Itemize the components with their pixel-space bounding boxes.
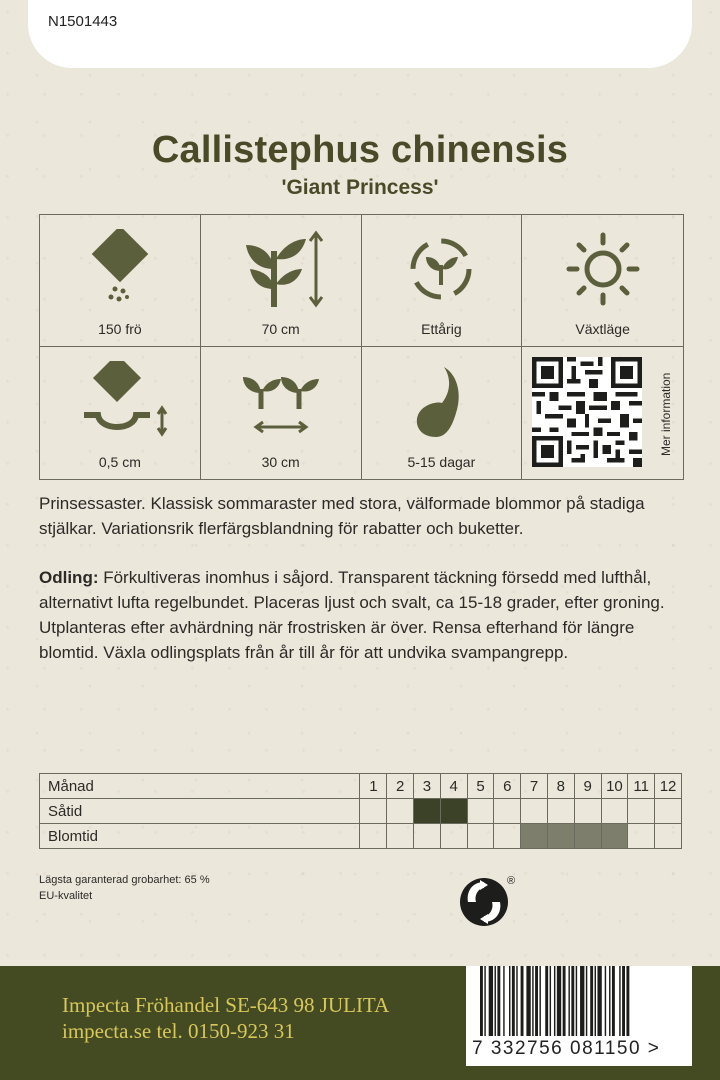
sowing-month-cell bbox=[414, 799, 441, 824]
company-name-line: Impecta Fröhandel SE-643 98 JULITA bbox=[62, 993, 390, 1017]
sowing-month-cell bbox=[547, 799, 574, 824]
annual-label: Ettårig bbox=[421, 321, 462, 337]
month-cell: 3 bbox=[414, 774, 441, 799]
sowing-depth-icon bbox=[70, 361, 170, 441]
green-dot-recycling-icon bbox=[458, 872, 520, 928]
bloom-month-cell bbox=[360, 824, 387, 849]
sowing-month-cell bbox=[574, 799, 601, 824]
sowing-month-cell bbox=[440, 799, 467, 824]
plant-height-icon bbox=[236, 229, 326, 309]
calendar-row-sowing bbox=[40, 799, 682, 824]
bloom-month-cell bbox=[547, 824, 574, 849]
cultivation-body: Förkultiveras inomhus i såjord. Transparent täckning försedd med lufthål, alternativt lufta regelbundet. Placeras ljust och svalt, ca 15-18 grader, efter groning. Utplanteras efter avhärdning när frostrisken är över. Rensa efterhand för längre blomtid. Växla odlingsplats från år till år för att undvika svampangrepp. bbox=[39, 568, 665, 662]
info-cell-depth bbox=[40, 347, 201, 479]
info-cell-height bbox=[201, 215, 362, 347]
company-contact-line: impecta.se tel. 0150-923 31 bbox=[62, 1019, 295, 1043]
barcode-number: 7 332756 081150 > bbox=[472, 1038, 661, 1059]
barcode bbox=[466, 966, 692, 1066]
info-cell-seeds bbox=[40, 215, 201, 347]
sowing-calendar bbox=[39, 773, 682, 849]
product-title: Callistephus chinensis bbox=[151, 129, 569, 171]
barcode-bars-icon bbox=[480, 966, 660, 1036]
spacing-label: 30 cm bbox=[261, 454, 300, 470]
annual-cycle-icon bbox=[396, 229, 486, 309]
bloom-row-label: Blomtid bbox=[40, 824, 360, 849]
bloom-month-cell bbox=[628, 824, 655, 849]
header-tab bbox=[28, 0, 692, 68]
bloom-month-cell bbox=[467, 824, 494, 849]
month-cell: 4 bbox=[440, 774, 467, 799]
info-cell-germination bbox=[362, 347, 523, 479]
info-cell-sun bbox=[522, 215, 683, 347]
sowing-month-cell bbox=[655, 799, 682, 824]
month-cell: 8 bbox=[547, 774, 574, 799]
month-cell: 6 bbox=[494, 774, 521, 799]
sowing-month-cell bbox=[494, 799, 521, 824]
sowing-month-cell bbox=[601, 799, 628, 824]
germination-guarantee: Lägsta garanterad grobarhet: 65 % bbox=[39, 874, 210, 886]
more-info-label: Mer information bbox=[659, 372, 673, 456]
depth-label: 0,5 cm bbox=[98, 454, 141, 470]
month-cell: 7 bbox=[521, 774, 548, 799]
seed-count-label: 150 frö bbox=[98, 321, 142, 337]
info-cell-spacing bbox=[201, 347, 362, 479]
green-dot-logo bbox=[458, 872, 520, 933]
cultivation-text bbox=[39, 565, 689, 665]
product-variety: 'Giant Princess' bbox=[281, 176, 439, 199]
month-cell: 12 bbox=[655, 774, 682, 799]
bloom-month-cell bbox=[521, 824, 548, 849]
month-cell: 9 bbox=[574, 774, 601, 799]
calendar-row-bloom bbox=[40, 824, 682, 849]
info-cell-annual bbox=[362, 215, 523, 347]
bloom-month-cell bbox=[387, 824, 414, 849]
bloom-month-cell bbox=[440, 824, 467, 849]
sowing-month-cell bbox=[521, 799, 548, 824]
month-row-label: Månad bbox=[40, 774, 360, 799]
bloom-month-cell bbox=[655, 824, 682, 849]
germination-icon bbox=[396, 361, 486, 441]
calendar-row-month bbox=[40, 774, 682, 799]
height-label: 70 cm bbox=[261, 321, 300, 337]
sowing-row-label: Såtid bbox=[40, 799, 360, 824]
bloom-month-cell bbox=[601, 824, 628, 849]
month-cell: 11 bbox=[628, 774, 655, 799]
sowing-month-cell bbox=[387, 799, 414, 824]
eu-quality: EU-kvalitet bbox=[39, 890, 93, 902]
sowing-month-cell bbox=[360, 799, 387, 824]
cultivation-heading: Odling: bbox=[39, 568, 99, 587]
sowing-month-cell bbox=[628, 799, 655, 824]
bloom-month-cell bbox=[414, 824, 441, 849]
footer-bar bbox=[0, 966, 720, 1080]
qr-code-icon[interactable] bbox=[532, 357, 642, 467]
month-cell: 10 bbox=[601, 774, 628, 799]
bloom-month-cell bbox=[574, 824, 601, 849]
month-cell: 1 bbox=[360, 774, 387, 799]
sun-icon bbox=[558, 229, 648, 309]
location-label: Växtläge bbox=[575, 321, 630, 337]
month-cell: 5 bbox=[467, 774, 494, 799]
info-cell-qr bbox=[522, 347, 683, 479]
bloom-month-cell bbox=[494, 824, 521, 849]
quality-info bbox=[39, 872, 210, 904]
plant-spacing-icon bbox=[231, 361, 331, 441]
sowing-month-cell bbox=[467, 799, 494, 824]
info-icon-grid bbox=[39, 214, 684, 480]
company-address bbox=[62, 992, 389, 1044]
seed-packet-icon bbox=[75, 229, 165, 309]
description-text: Prinsessaster. Klassisk sommaraster med stora, välformade blommor på stadiga stjälkar. Variationsrik flerfärgsblandning för rabatter och buketter. bbox=[39, 494, 645, 538]
germination-label: 5-15 dagar bbox=[407, 454, 476, 470]
month-cell: 2 bbox=[387, 774, 414, 799]
registered-mark: ® bbox=[507, 875, 516, 887]
product-code: N1501443 bbox=[48, 13, 118, 30]
